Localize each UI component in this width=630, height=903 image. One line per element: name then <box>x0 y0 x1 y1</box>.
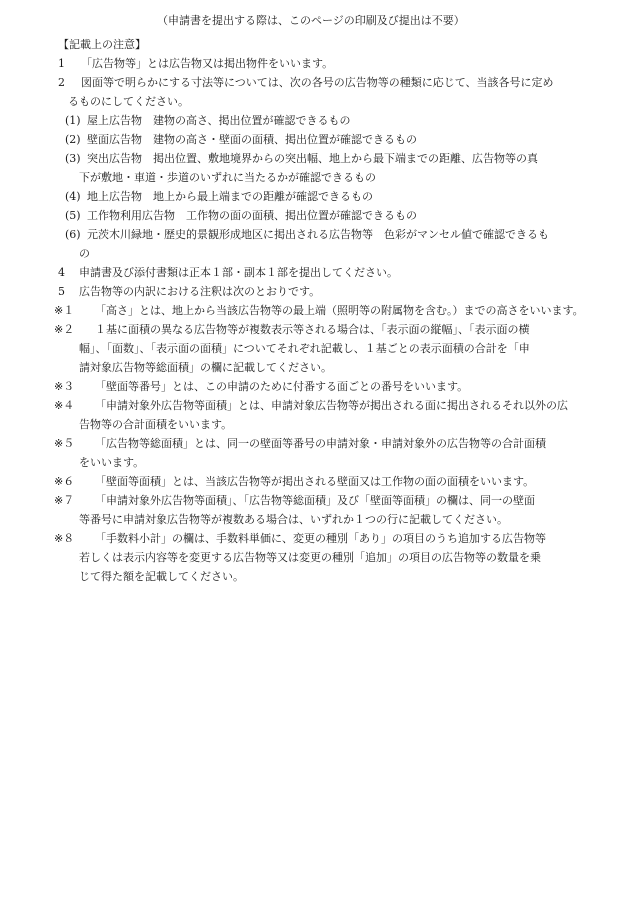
note-text: の <box>79 247 90 260</box>
note-marker: 2 <box>58 76 65 89</box>
note-marker: (6) <box>65 228 81 241</box>
note-text: 「申請対象外広告物等面積」、「広告物等総面積」及び「壁面等面積」の欄は、同一の壁面 <box>95 494 535 507</box>
note-marker: (4) <box>65 190 81 203</box>
note-text: をいいます。 <box>79 456 145 469</box>
note-marker: (2) <box>65 133 81 146</box>
submission-notice: （申請書を提出する際は、このページの印刷及び提出は不要） <box>157 14 465 27</box>
note-text: 幅」、「面数」、「表示面の面積」についてそれぞれ記載し、１基ごとの表示面積の合計を「申 <box>79 342 530 355</box>
note-text: じて得た額を記載してください。 <box>79 570 244 583</box>
note-text: 「手数料小計」の欄は、手数料単価に、変更の種別「あり」の項目のうち追加する広告物等 <box>95 532 546 545</box>
note-text: 「広告物等」とは広告物又は掲出物件をいいます。 <box>81 57 334 70</box>
note-marker: ※７ <box>54 494 75 507</box>
note-marker: (5) <box>65 209 81 222</box>
note-text: 屋上広告物 建物の高さ、掲出位置が確認できるもの <box>87 114 351 127</box>
note-marker: ※３ <box>54 380 75 393</box>
section-heading: 【記載上の注意】 <box>58 38 146 51</box>
note-text: 広告物等の内訳における注釈は次のとおりです。 <box>79 285 321 298</box>
note-marker: 4 <box>58 266 65 279</box>
note-marker: ※１ <box>54 304 75 317</box>
note-text: 下が敷地・車道・歩道のいずれに当たるかが確認できるもの <box>79 171 376 184</box>
note-marker: (1) <box>65 114 81 127</box>
note-marker: (3) <box>65 152 81 165</box>
note-marker: 1 <box>58 57 65 70</box>
note-marker: ※８ <box>54 532 75 545</box>
note-text: 「高さ」とは、地上から当該広告物等の最上端（照明等の附属物を含む。）までの高さをいいます。 <box>95 304 584 317</box>
note-marker: ※６ <box>54 475 75 488</box>
note-marker: ※２ <box>54 323 75 336</box>
note-text: 突出広告物 掲出位置、敷地境界からの突出幅、地上から最下端までの距離、広告物等の真 <box>87 152 538 165</box>
note-text: 請対象広告物等総面積」の欄に記載してください。 <box>79 361 332 374</box>
note-marker: 5 <box>58 285 65 298</box>
note-text: 元茨木川緑地・歴史的景観形成地区に掲出される広告物等 色彩がマンセル値で確認できるも <box>87 228 549 241</box>
note-text: るものにしてください。 <box>68 95 189 108</box>
note-text: １基に面積の異なる広告物等が複数表示等される場合は、「表示面の縦幅」、「表示面の横 <box>95 323 530 336</box>
note-text: 「壁面等面積」とは、当該広告物等が掲出される壁面又は工作物の面の面積をいいます。 <box>95 475 535 488</box>
note-text: 壁面広告物 建物の高さ・壁面の面積、掲出位置が確認できるもの <box>87 133 417 146</box>
note-text: 図面等で明らかにする寸法等については、次の各号の広告物等の種類に応じて、当該各号に定め <box>81 76 554 89</box>
note-text: 申請書及び添付書類は正本１部・副本１部を提出してください。 <box>79 266 398 279</box>
note-marker: ※５ <box>54 437 75 450</box>
note-text: 「壁面等番号」とは、この申請のために付番する面ごとの番号をいいます。 <box>95 380 469 393</box>
note-marker: ※４ <box>54 399 75 412</box>
note-text: 告物等の合計面積をいいます。 <box>79 418 233 431</box>
note-text: 「申請対象外広告物等面積」とは、申請対象広告物等が掲出される面に掲出されるそれ以外の広 <box>95 399 568 412</box>
note-text: 「広告物等総面積」とは、同一の壁面等番号の申請対象・申請対象外の広告物等の合計面積 <box>95 437 546 450</box>
note-text: 地上広告物 地上から最上端までの距離が確認できるもの <box>87 190 373 203</box>
note-text: 等番号に申請対象広告物等が複数ある場合は、いずれか１つの行に記載してください。 <box>79 513 508 526</box>
note-text: 工作物利用広告物 工作物の面の面積、掲出位置が確認できるもの <box>87 209 417 222</box>
note-text: 若しくは表示内容等を変更する広告物等又は変更の種別「追加」の項目の広告物等の数量を乗 <box>79 551 541 564</box>
